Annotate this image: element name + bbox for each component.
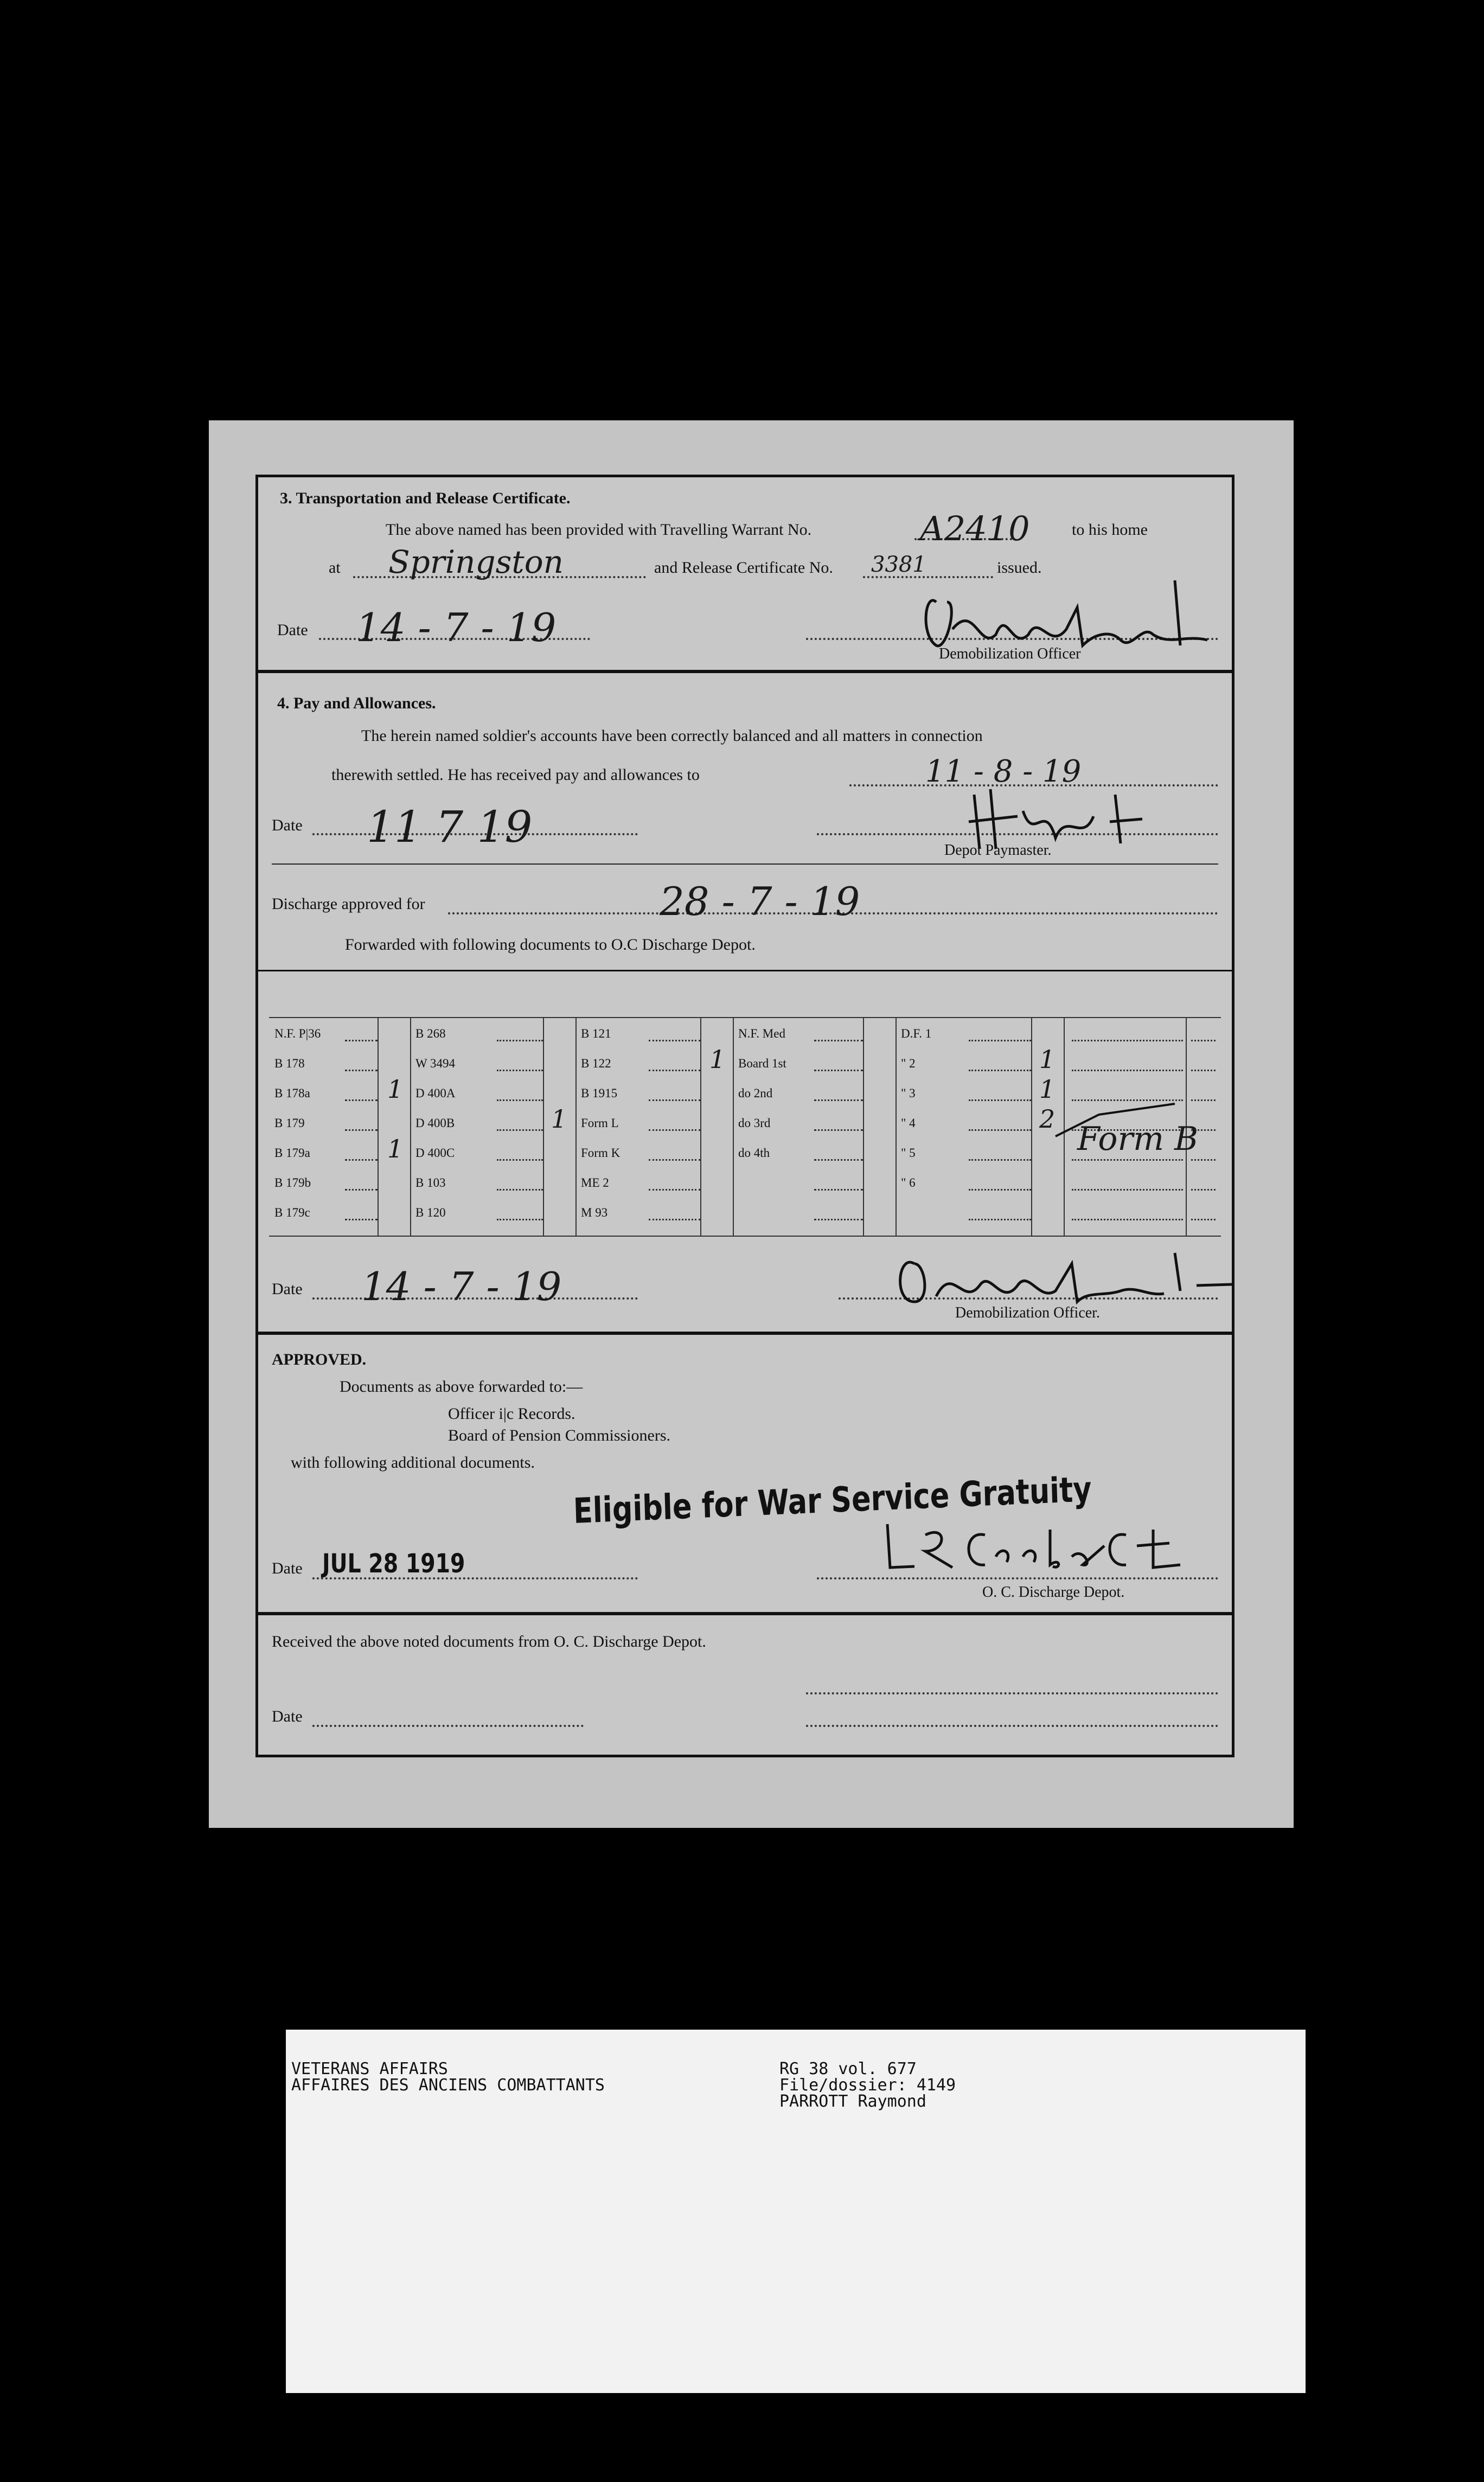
table-dots: [649, 1189, 700, 1191]
table-cell: do 2nd: [738, 1086, 773, 1100]
tbl-v1: [378, 1017, 379, 1237]
table-cell: " 6: [901, 1176, 916, 1189]
date-stamp: JUL 28 1919: [322, 1549, 465, 1579]
tbl-v9: [1031, 1017, 1032, 1237]
tbl-v6: [733, 1017, 734, 1237]
approved-heading: APPROVED.: [272, 1351, 367, 1368]
table-dots: [1191, 1159, 1216, 1161]
archive-left-line1: VETERANS AFFAIRS: [291, 2059, 448, 2078]
discharge-officer-label: Demobilization Officer.: [955, 1304, 1100, 1321]
table-dots: [1072, 1040, 1183, 1041]
table-dots: [1191, 1099, 1216, 1101]
table-dots: [345, 1129, 378, 1131]
table-cell: B 178: [274, 1057, 305, 1070]
rule-4: [258, 1332, 1232, 1335]
tbl-bottom: [269, 1236, 1221, 1237]
table-dots: [1191, 1219, 1216, 1220]
approved-line4: with following additional documents.: [291, 1454, 535, 1472]
table-dots: [497, 1189, 543, 1191]
form-b-handwritten: Form B: [1077, 1120, 1199, 1158]
depot-signature: [877, 1519, 1202, 1578]
table-mark: 2: [1039, 1104, 1056, 1134]
table-mark: 1: [1039, 1074, 1056, 1104]
table-dots: [345, 1070, 378, 1071]
table-cell: B 179b: [274, 1176, 311, 1189]
table-dots: [1191, 1070, 1216, 1071]
table-dots: [497, 1129, 543, 1131]
table-cell: D 400A: [415, 1086, 456, 1100]
section3-at: at: [329, 559, 341, 577]
received-line1: Received the above noted documents from O. C. Discharge Depot.: [272, 1633, 706, 1651]
documents-table: [269, 1017, 1221, 1237]
rule-2: [272, 863, 1218, 865]
table-cell: N.F. Med: [738, 1027, 785, 1040]
table-cell: " 5: [901, 1146, 916, 1160]
table-cell: B 179c: [274, 1206, 310, 1219]
scanned-document: [209, 420, 1294, 1828]
table-cell: " 3: [901, 1086, 916, 1100]
approved-for-handwritten: 28 - 7 - 19: [660, 879, 860, 924]
section3-date-handwritten: 14 - 7 - 19: [356, 605, 556, 650]
section4-line2: therewith settled. He has received pay and allowances to: [331, 766, 700, 784]
table-dots: [497, 1040, 543, 1041]
table-mark: 1: [1039, 1045, 1056, 1074]
tbl-v7: [863, 1017, 864, 1237]
table-dots: [814, 1159, 863, 1161]
table-dots: [649, 1070, 700, 1071]
table-cell: M 93: [581, 1206, 608, 1219]
paymaster-label: Depot Paymaster.: [944, 842, 1052, 859]
table-cell: B 179: [274, 1116, 305, 1130]
table-cell: do 3rd: [738, 1116, 771, 1130]
demob-officer-signature-2: [893, 1242, 1234, 1313]
table-dots: [1191, 1040, 1216, 1041]
table-dots: [497, 1070, 543, 1071]
table-cell: Form K: [581, 1146, 621, 1160]
table-cell: do 4th: [738, 1146, 770, 1160]
table-dots: [649, 1040, 700, 1041]
section3-line1: The above named has been provided with Travelling Warrant No.: [386, 521, 812, 539]
table-mark: 1: [387, 1074, 404, 1104]
table-cell: B 1915: [581, 1086, 618, 1100]
table-dots: [345, 1040, 378, 1041]
warrant-no-handwritten: A2410: [920, 509, 1030, 548]
paid-to-handwritten: 11 - 8 - 19: [925, 754, 1082, 789]
archive-label-card: [286, 2030, 1306, 2393]
table-mark: 1: [387, 1134, 404, 1163]
table-dots: [969, 1189, 1031, 1191]
section3-line2-mid: and Release Certificate No.: [654, 559, 833, 577]
table-dots: [649, 1129, 700, 1131]
discharge-approved-label: Discharge approved for: [272, 895, 425, 913]
table-dots: [969, 1159, 1031, 1161]
approved-date-label: Date: [272, 1559, 303, 1577]
table-dots: [649, 1219, 700, 1220]
table-cell: B 178a: [274, 1086, 310, 1100]
tbl-v2: [410, 1017, 411, 1237]
table-dots: [969, 1070, 1031, 1071]
home-handwritten: Springston: [388, 543, 564, 580]
section3-date-label: Date: [277, 621, 308, 639]
approved-line1: Documents as above forwarded to:—: [340, 1378, 583, 1396]
rule-1: [258, 670, 1232, 673]
table-dots: [1072, 1189, 1183, 1191]
table-cell: B 268: [415, 1027, 446, 1040]
table-cell: B 103: [415, 1176, 446, 1189]
table-dots: [345, 1219, 378, 1220]
table-dots: [1072, 1070, 1183, 1071]
table-dots: [969, 1129, 1031, 1131]
approved-line3: Board of Pension Commissioners.: [448, 1426, 670, 1444]
table-dots: [497, 1159, 543, 1161]
gratuity-stamp: Eligible for War Service Gratuity: [573, 1469, 1092, 1532]
table-cell: B 120: [415, 1206, 446, 1219]
table-dots: [814, 1129, 863, 1131]
section4-line1: The herein named soldier's accounts have been correctly balanced and all matters in connection: [361, 727, 983, 745]
tbl-v8: [895, 1017, 897, 1237]
tbl-top: [269, 1017, 1221, 1018]
section4-date-handwritten: 11 7 19: [367, 802, 533, 852]
archive-right-line1: RG 38 vol. 677: [779, 2059, 917, 2078]
archive-left-line2: AFFAIRES DES ANCIENS COMBATTANTS: [291, 2076, 605, 2095]
received-sign-dots: [806, 1692, 1218, 1694]
table-dots: [1072, 1219, 1183, 1220]
table-cell: " 2: [901, 1057, 916, 1070]
rule-3: [258, 970, 1232, 971]
forwarded-label: Forwarded with following documents to O.C Discharge Depot.: [345, 936, 756, 954]
table-dots: [814, 1189, 863, 1191]
table-cell: B 179a: [274, 1146, 310, 1160]
table-dots: [649, 1099, 700, 1101]
form-frame: [255, 475, 1234, 1757]
release-no-handwritten: 3381: [871, 552, 926, 577]
received-sign-dots-2: [806, 1725, 1218, 1727]
discharge-date-handwritten: 14 - 7 - 19: [361, 1264, 562, 1309]
table-cell: " 4: [901, 1116, 916, 1130]
rule-5: [258, 1612, 1232, 1615]
received-date-label: Date: [272, 1707, 303, 1725]
table-dots: [497, 1099, 543, 1101]
section3-officer-label: Demobilization Officer: [939, 645, 1081, 662]
form-b-bracket: [1050, 1098, 1180, 1142]
table-cell: N.F. P|36: [274, 1027, 321, 1040]
table-dots: [814, 1099, 863, 1101]
tbl-v3: [543, 1017, 544, 1237]
archive-right-line2: File/dossier: 4149: [779, 2076, 956, 2095]
section4-date-label: Date: [272, 816, 303, 834]
table-dots: [497, 1219, 543, 1220]
table-dots: [814, 1219, 863, 1220]
table-cell: Form L: [581, 1116, 619, 1130]
table-dots: [1072, 1159, 1183, 1161]
table-cell: B 121: [581, 1027, 611, 1040]
table-dots: [1191, 1189, 1216, 1191]
table-dots: [969, 1219, 1031, 1220]
table-dots: [969, 1099, 1031, 1101]
table-cell: B 122: [581, 1057, 611, 1070]
table-dots: [345, 1189, 378, 1191]
table-cell: ME 2: [581, 1176, 609, 1189]
table-dots: [814, 1070, 863, 1071]
table-dots: [814, 1040, 863, 1041]
received-date-dots: [312, 1725, 584, 1727]
table-cell: Board 1st: [738, 1057, 786, 1070]
discharge-date-label: Date: [272, 1280, 303, 1298]
approved-line2: Officer i|c Records.: [448, 1405, 575, 1423]
table-dots: [649, 1159, 700, 1161]
table-cell: D 400B: [415, 1116, 455, 1130]
table-dots: [345, 1099, 378, 1101]
tbl-v4: [575, 1017, 577, 1237]
table-dots: [969, 1040, 1031, 1041]
section3-heading: 3. Transportation and Release Certificate.: [280, 489, 571, 507]
archive-right-line3: PARROTT Raymond: [779, 2092, 926, 2111]
table-dots: [345, 1159, 378, 1161]
section3-line2-end: issued.: [997, 559, 1042, 577]
table-mark: 1: [709, 1045, 726, 1074]
table-cell: D 400C: [415, 1146, 455, 1160]
depot-label: O. C. Discharge Depot.: [982, 1584, 1125, 1601]
table-mark: 1: [551, 1104, 567, 1134]
table-cell: D.F. 1: [901, 1027, 932, 1040]
table-cell: W 3494: [415, 1057, 456, 1070]
section3-line1-end: to his home: [1072, 521, 1148, 539]
section4-heading: 4. Pay and Allowances.: [277, 694, 436, 712]
tbl-v5: [700, 1017, 701, 1237]
